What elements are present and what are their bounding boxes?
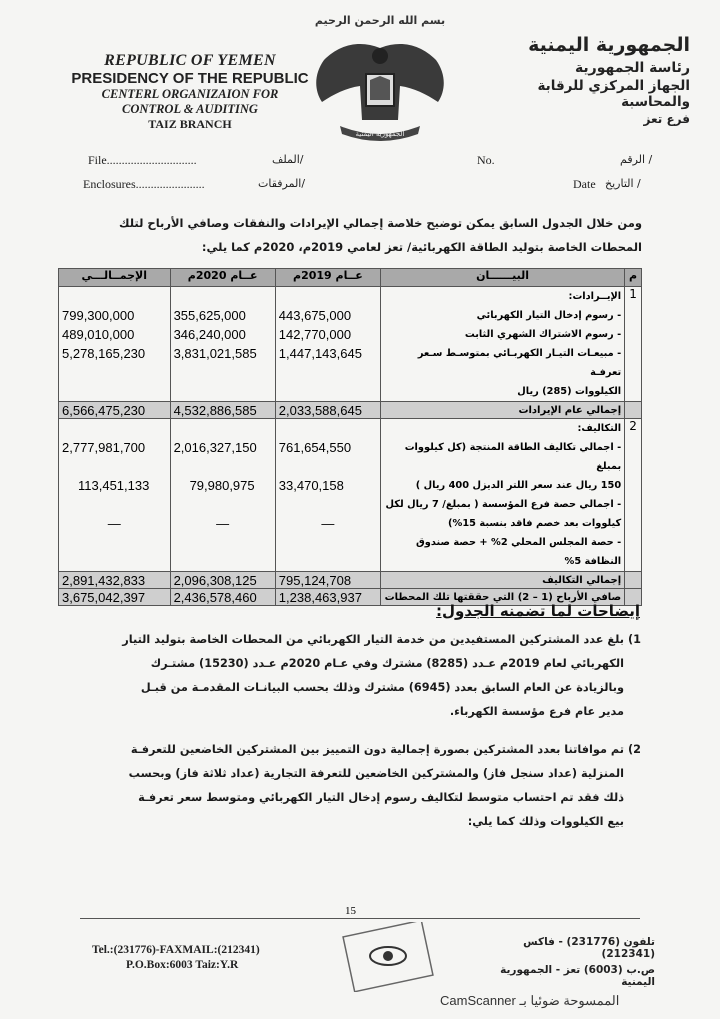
footer-ar-line-1: تلفون (231776) - فاكس (212341) bbox=[523, 936, 655, 960]
note-1-text bbox=[90, 628, 624, 724]
revenue-2020-value: 346,240,000 bbox=[173, 327, 246, 342]
cost-total-value: — bbox=[107, 516, 121, 531]
cost-2019-value: — bbox=[321, 516, 335, 531]
enclosures-label-ar: /المرفقات bbox=[258, 177, 306, 190]
revenues-total-all: 6,566,475,230 bbox=[59, 402, 171, 419]
cost-item-2: - اجمالي حصة فرع المؤسسة ( بمبلغ/ 7 ريال لكل bbox=[385, 499, 622, 510]
net-profit-2020: 2,436,578,460 bbox=[170, 589, 275, 606]
costs-2019-cell bbox=[275, 419, 380, 572]
date-label-en: Date bbox=[573, 177, 596, 191]
footer-logo bbox=[340, 922, 436, 992]
file-label-ar: /الملف bbox=[272, 153, 304, 166]
note-2 bbox=[90, 738, 650, 834]
revenue-2019-value: 142,770,000 bbox=[278, 327, 352, 342]
footer-en bbox=[92, 944, 260, 971]
footer-en-line-2: P.O.Box:6003 Taiz:Y.R bbox=[126, 959, 239, 971]
enclosures-label-en: Enclosures....................... bbox=[83, 177, 205, 191]
net-profit-2019: 1,238,463,937 bbox=[275, 589, 380, 606]
header-index: م bbox=[625, 269, 642, 287]
cost-2020-value: 79,980,975 bbox=[189, 478, 255, 493]
revenues-2019-cell bbox=[275, 287, 380, 402]
costs-description bbox=[381, 419, 625, 572]
cost-2020-value: — bbox=[216, 516, 230, 531]
revenue-2019-value: 1,447,143,645 bbox=[278, 346, 362, 361]
cost-total-value: 113,451,133 bbox=[78, 478, 150, 493]
intro-paragraph bbox=[60, 211, 642, 259]
revenues-total-2020: 4,532,886,585 bbox=[170, 402, 275, 419]
letterhead-en-line3: CENTERL ORGANIZAION FOR bbox=[101, 87, 279, 101]
revenue-2020-value: 355,625,000 bbox=[173, 308, 246, 323]
revenue-total-value: 5,278,165,230 bbox=[62, 346, 146, 361]
financial-summary-table bbox=[58, 268, 642, 606]
letterhead-en-line4: CONTROL & AUDITING bbox=[122, 102, 258, 116]
revenue-2020-value: 3,831,021,585 bbox=[173, 346, 257, 361]
intro-line-1: ومن خلال الجدول السابق يمكن توضيح خلاصة إجمالي الإيرادات والنفقات وصافي الأرباح لتلك bbox=[118, 216, 642, 230]
letterhead-ar-line3: الجهاز المركزي للرقابة والمحاسبة bbox=[537, 78, 690, 110]
revenues-total-cell bbox=[59, 287, 171, 402]
note-2-line-2: المنزلية (عداد سنجل فاز) والمشتركين الخاضعين للتعرفة التجارية (عداد ثلاثة فاز) وبحسب bbox=[128, 767, 624, 780]
letterhead-ar-line1: الجمهورية اليمنية bbox=[528, 34, 690, 56]
cost-total-value: 2,777,981,700 bbox=[62, 440, 146, 455]
letterhead-en-line1: REPUBLIC OF YEMEN bbox=[104, 52, 276, 69]
date-label-ar: / التاريخ bbox=[605, 177, 641, 190]
costs-total-2020: 2,096,308,125 bbox=[170, 572, 275, 589]
note-2-number: (2 bbox=[628, 743, 642, 756]
note-1-line-1: بلغ عدد المشتركين المستفيدين من خدمة التيار الكهربائي من المحطات الخاصة بتوليد التيار bbox=[122, 633, 624, 646]
revenue-total-value: 489,010,000 bbox=[62, 327, 135, 342]
letterhead-en-line5: TAIZ BRANCH bbox=[148, 117, 232, 131]
note-2-text bbox=[90, 738, 624, 834]
revenue-item-1: - رسوم إدخال التيار الكهربائي bbox=[476, 310, 622, 321]
cost-item-2-cont: كيلووات بعد خصم فاقد بنسبة 15%) bbox=[448, 518, 622, 529]
footer-ar bbox=[470, 936, 655, 988]
header-total: الإجمــالـــي bbox=[59, 269, 171, 287]
note-1-number: (1 bbox=[628, 633, 642, 646]
revenues-total-row bbox=[59, 402, 642, 419]
number-label-ar: / الرقم bbox=[620, 153, 653, 166]
revenues-title: الإيــرادات: bbox=[568, 291, 622, 302]
table-header-row bbox=[59, 269, 642, 287]
cost-item-3: - حصة المجلس المحلي 2% + حصة صندوق النظافة 5% bbox=[415, 537, 622, 567]
file-label-en: File.............................. bbox=[88, 153, 197, 167]
revenue-item-3: - مبيعـات التيـار الكهربـائي بمتوسـط سـعر تعرفـة bbox=[417, 348, 622, 378]
costs-index: 2 bbox=[625, 419, 642, 572]
page-number: 15 bbox=[345, 905, 356, 917]
costs-total-all: 2,891,432,833 bbox=[59, 572, 171, 589]
cost-item-1: - اجمالي تكاليف الطاقة المنتجة (كل كيلووات بمبلغ bbox=[404, 442, 622, 472]
revenues-index: 1 bbox=[625, 287, 642, 402]
letterhead-arabic bbox=[470, 34, 690, 126]
eye-logo-icon bbox=[340, 922, 436, 992]
costs-title: التكاليف: bbox=[577, 423, 622, 434]
costs-2020-cell bbox=[170, 419, 275, 572]
letterhead-ar-line2: رئاسة الجمهورية bbox=[574, 60, 690, 76]
note-1-line-2: الكهربائي لعام 2019م عـدد (8285) مشترك وفي عـام 2020م عـدد (15230) مشتـرك bbox=[150, 657, 624, 670]
revenue-item-2: - رسوم الاشتراك الشهري الثابت bbox=[464, 329, 622, 340]
cost-2019-value: 33,470,158 bbox=[278, 478, 344, 493]
note-2-line-1: تم موافاتنا بعدد المشتركين بصورة إجمالية دون التمييز بين المشتركين الخاضعين للتعرفـة bbox=[130, 743, 624, 756]
costs-total-2019: 795,124,708 bbox=[275, 572, 380, 589]
cost-item-1-cont: 150 ريال عند سعر اللتر الديزل 400 ريال ) bbox=[415, 480, 622, 491]
eagle-emblem-icon bbox=[300, 30, 460, 145]
note-1-line-4: مدير عام فرع مؤسسة الكهرباء. bbox=[449, 705, 624, 718]
footer-ar-line-2: ص.ب (6003) تعز - الجمهورية اليمنية bbox=[500, 964, 655, 988]
footer-divider bbox=[80, 918, 640, 919]
yemen-emblem bbox=[300, 14, 460, 144]
revenue-2019-value: 443,675,000 bbox=[278, 308, 352, 323]
notes-title: إيضاحات لما تضمنه الجدول: bbox=[436, 602, 640, 620]
note-1 bbox=[90, 628, 650, 724]
cost-2019-value: 761,654,550 bbox=[278, 440, 352, 455]
net-profit-label: صافي الأرباح (1 – 2) التي حققتها تلك المحطات bbox=[381, 589, 625, 606]
letterhead-ar-line4: فرع تعز bbox=[643, 112, 690, 126]
costs-total-cell bbox=[59, 419, 171, 572]
letterhead-english bbox=[40, 52, 340, 132]
header-year-2019: عــام 2019م bbox=[275, 269, 380, 287]
footer-en-line-1: Tel.:(231776)-FAXMAIL:(212341) bbox=[92, 944, 260, 956]
revenues-section-row bbox=[59, 287, 642, 402]
number-label-en: No. bbox=[477, 153, 495, 167]
costs-total-row bbox=[59, 572, 642, 589]
camscanner-watermark: الممسوحة ضوئيا بـ CamScanner bbox=[440, 993, 620, 1008]
revenues-description bbox=[381, 287, 625, 402]
revenues-total-2019: 2,033,588,645 bbox=[275, 402, 380, 419]
costs-total-label: إجمالي التكاليف bbox=[381, 572, 625, 589]
cost-2020-value: 2,016,327,150 bbox=[173, 440, 257, 455]
header-year-2020: عــام 2020م bbox=[170, 269, 275, 287]
letterhead-en-line2: PRESIDENCY OF THE REPUBLIC bbox=[71, 70, 309, 87]
note-1-line-3: وبالزيادة عن العام السابق بعدد (6945) مشترك وذلك بحسب البيانـات المقدمـة من قبـل bbox=[140, 681, 624, 694]
note-2-line-3: ذلك فقد تم احتساب متوسط لتكاليف رسوم إدخال التيار الكهربائي ومتوسط سعر تعرفـة bbox=[138, 791, 624, 804]
revenues-total-label: إجمالي عام الإيرادات bbox=[381, 402, 625, 419]
basmala-caption: بسم الله الرحمن الرحيم bbox=[314, 14, 446, 27]
revenue-item-3-cont: الكيلووات (285) ريال bbox=[517, 386, 622, 397]
intro-line-2: المحطات الخاصة بتوليد الطاقة الكهربائية/ تعز لعامي 2019م، 2020م كما يلي: bbox=[201, 240, 642, 254]
net-profit-total: 3,675,042,397 bbox=[59, 589, 171, 606]
emblem-banner-text: الجمهورية اليمنية bbox=[355, 130, 405, 138]
revenue-total-value: 799,300,000 bbox=[62, 308, 135, 323]
note-2-line-4: بيع الكيلووات وذلك كما يلي: bbox=[467, 815, 624, 828]
costs-section-row bbox=[59, 419, 642, 572]
revenues-2020-cell bbox=[170, 287, 275, 402]
header-description: البيــــــان bbox=[381, 269, 625, 287]
